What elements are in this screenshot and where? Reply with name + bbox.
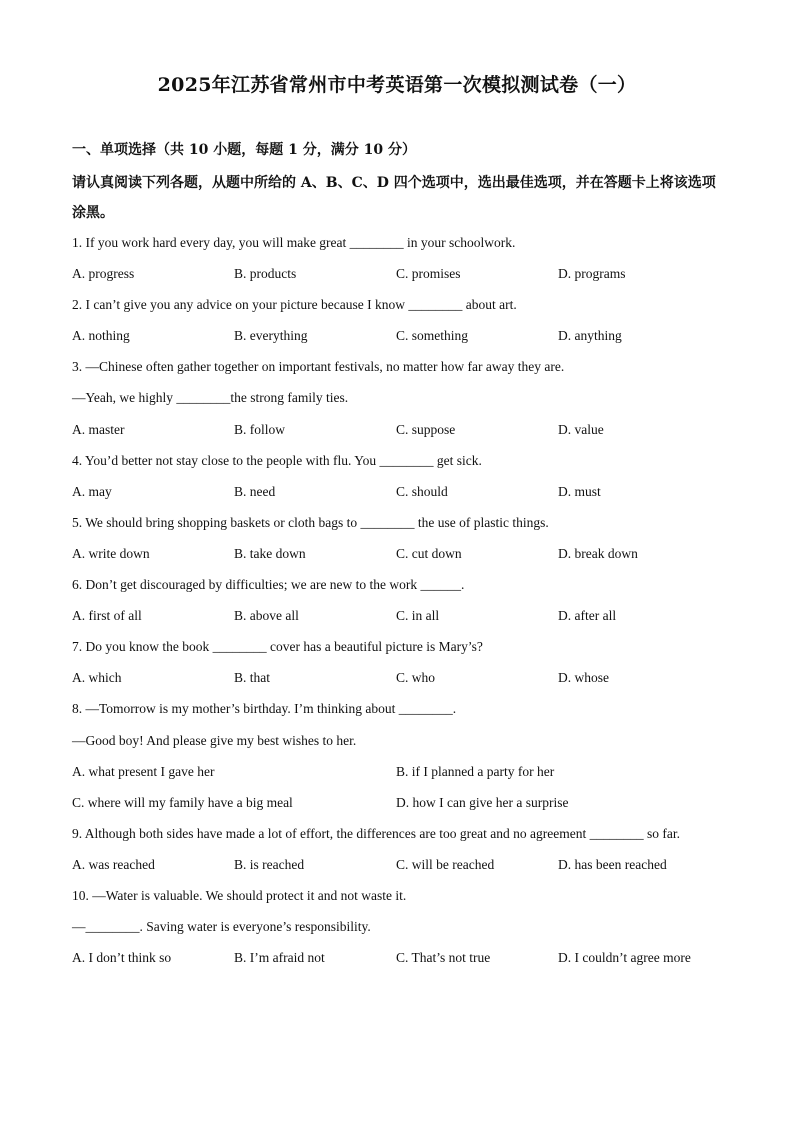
options-row xyxy=(72,761,732,792)
answer-option: D. programs xyxy=(558,266,626,282)
question-stem: 4. You’d better not stay close to the people with flu. You ________ get sick. xyxy=(72,452,482,468)
answer-option: B. that xyxy=(234,670,270,686)
options-row xyxy=(72,792,732,823)
answer-option: B. need xyxy=(234,483,276,499)
answer-option: D. must xyxy=(558,483,601,499)
question-dialogue-line: —________. Saving water is everyone’s responsibility. xyxy=(72,919,371,935)
answer-option: A. progress xyxy=(72,266,135,282)
question-stem: 9. Although both sides have made a lot of effort, the differences are too great and no agreement ________ so far. xyxy=(72,825,680,841)
answer-option: B. follow xyxy=(234,421,286,437)
question-stem: 8. —Tomorrow is my mother’s birthday. I’m thinking about ________. xyxy=(72,701,457,717)
answer-option: D. how I can give her a surprise xyxy=(396,794,569,810)
question-stem: 1. If you work hard every day, you will make great ________ in your schoolwork. xyxy=(72,235,516,250)
question-stem: 3. —Chinese often gather together on important festivals, no matter how far away they are. xyxy=(72,359,565,375)
answer-option: C. promises xyxy=(396,266,461,282)
options-row xyxy=(72,419,732,450)
answer-option: A. which xyxy=(72,670,122,686)
answer-option: D. whose xyxy=(558,670,609,686)
answer-option: C. That’s not true xyxy=(396,950,491,966)
answer-option: D. value xyxy=(558,421,604,437)
answer-option: A. first of all xyxy=(72,608,142,624)
answer-option: B. everything xyxy=(234,328,308,344)
answer-option: A. what present I gave her xyxy=(72,763,215,779)
question-stem: 2. I can’t give you any advice on your picture because I know ________ about art. xyxy=(72,297,517,313)
answer-option: D. anything xyxy=(558,328,622,344)
question-stem: 10. —Water is valuable. We should protect it and not waste it. xyxy=(72,887,407,903)
options-row xyxy=(72,605,732,636)
section-instructions: 请认真阅读下列各题，从题中所给的 A、B、C、D 四个选项中，选出最佳选项，并在答题卡上将该选项涂黑。 xyxy=(72,175,716,221)
options-row xyxy=(72,263,732,294)
page-title: 2025年江苏省常州市中考英语第一次模拟测试卷（一） xyxy=(157,74,637,96)
answer-option: C. something xyxy=(396,328,469,344)
answer-option: C. where will my family have a big meal xyxy=(72,794,293,810)
answer-option: A. master xyxy=(72,421,125,437)
question-list xyxy=(72,232,732,978)
answer-option: B. if I planned a party for her xyxy=(396,763,555,779)
options-row xyxy=(72,667,732,698)
answer-option: A. write down xyxy=(72,545,150,561)
answer-option: D. after all xyxy=(558,608,617,624)
answer-option: D. has been reached xyxy=(558,856,667,872)
question-stem: 5. We should bring shopping baskets or cloth bags to ________ the use of plastic things. xyxy=(72,514,549,530)
question-stem: 7. Do you know the book ________ cover has a beautiful picture is Mary’s? xyxy=(72,639,483,655)
section-heading: 一、单项选择（共 10 小题，每题 1 分，满分 10 分） xyxy=(72,142,416,158)
question-stem: 6. Don’t get discouraged by difficulties; we are new to the work ______. xyxy=(72,577,465,593)
answer-option: A. I don’t think so xyxy=(72,950,172,966)
answer-option: D. I couldn’t agree more xyxy=(558,950,691,966)
answer-option: A. may xyxy=(72,483,112,499)
answer-option: B. products xyxy=(234,266,297,282)
answer-option: C. cut down xyxy=(396,545,462,561)
answer-option: A. nothing xyxy=(72,328,130,344)
answer-option: B. take down xyxy=(234,545,306,561)
answer-option: C. suppose xyxy=(396,421,456,437)
answer-option: C. will be reached xyxy=(396,856,495,872)
answer-option: B. above all xyxy=(234,608,299,624)
options-row xyxy=(72,947,732,978)
answer-option: A. was reached xyxy=(72,856,155,872)
options-row xyxy=(72,481,732,512)
answer-option: C. in all xyxy=(396,608,440,624)
options-row xyxy=(72,325,732,356)
answer-option: B. I’m afraid not xyxy=(234,950,325,966)
answer-option: C. should xyxy=(396,483,448,499)
answer-option: B. is reached xyxy=(234,856,305,872)
answer-option: C. who xyxy=(396,670,436,686)
options-row xyxy=(72,854,732,885)
answer-option: D. break down xyxy=(558,545,638,561)
question-dialogue-line: —Good boy! And please give my best wishes to her. xyxy=(72,732,357,748)
options-row xyxy=(72,543,732,574)
question-dialogue-line: —Yeah, we highly ________the strong family ties. xyxy=(72,390,349,406)
